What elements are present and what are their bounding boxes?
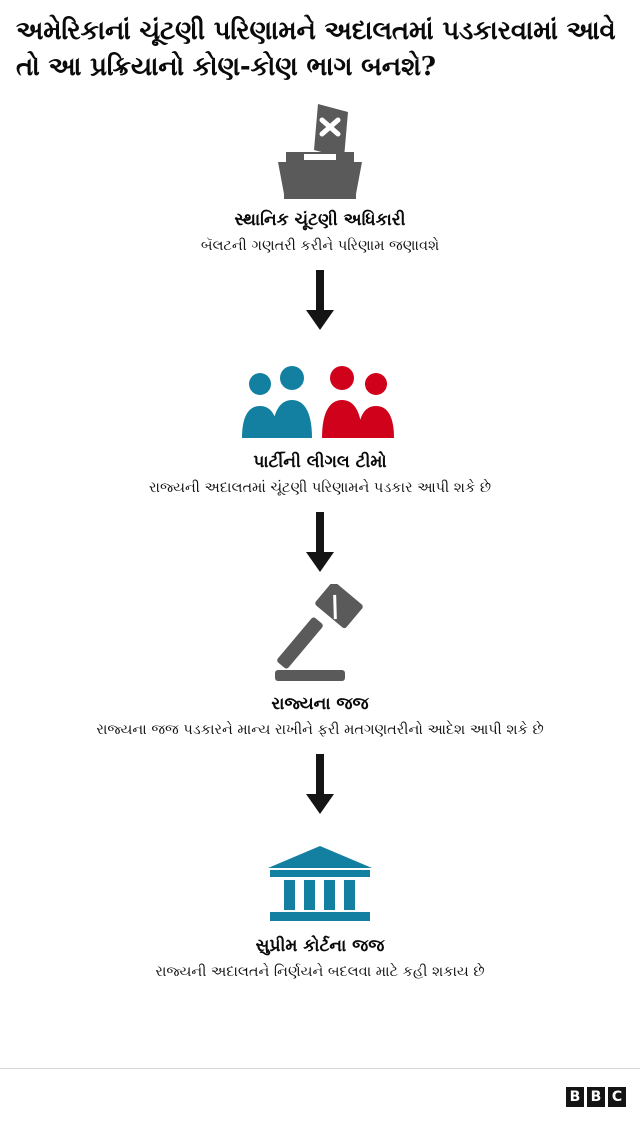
step-title: પાર્ટીની લીગલ ટીમો — [253, 451, 387, 472]
flow-step-state-judge — [0, 580, 640, 740]
step-description: રાજ્યની અદાલતને નિર્ણયને બદલવા માટે કહી શકાય છે — [155, 964, 485, 981]
flow-step-supreme-court — [0, 822, 640, 982]
footer-bar — [0, 1068, 640, 1124]
step-title: સુપ્રીમ કોર્ટના જજ — [255, 936, 385, 957]
courthouse-icon — [260, 822, 380, 926]
process-flow — [0, 86, 640, 1068]
page-title: અમેરિકાનાં ચૂંટણી પરિણામને અદાલતમાં પડકારવામાં આવે તો આ પ્રક્રિયાનો કોણ-કોણ ભાગ બનશે? — [16, 16, 616, 82]
flow-step-ballot-box — [0, 96, 640, 256]
bbc-logo-letter-2: B — [587, 1087, 605, 1107]
ballot-box-icon — [260, 96, 380, 200]
flow-step-legal-teams — [0, 338, 640, 498]
people-group-icon — [230, 338, 410, 442]
step-description: રાજ્યની અદાલતમાં ચૂંટણી પરિણામને પડકાર આપી શકે છે — [148, 480, 492, 497]
bbc-logo — [566, 1087, 626, 1107]
gavel-icon — [255, 580, 385, 684]
bbc-logo-letter-3: C — [608, 1087, 626, 1107]
step-title: રાજ્યના જજ — [271, 693, 369, 714]
step-title: સ્થાનિક ચૂંટણી અધિકારી — [234, 209, 406, 230]
flow-arrow-2 — [304, 512, 336, 574]
step-description: રાજ્યના જજ પડકારને માન્ય રાખીને ફરી મતગણતરીનો આદેશ આપી શકે છે — [96, 722, 544, 739]
bbc-logo-letter-1: B — [566, 1087, 584, 1107]
flow-arrow-3 — [304, 754, 336, 816]
step-description: બૅલટની ગણતરી કરીને પરિણામ જણાવશે — [200, 238, 440, 254]
flow-arrow-1 — [304, 270, 336, 332]
